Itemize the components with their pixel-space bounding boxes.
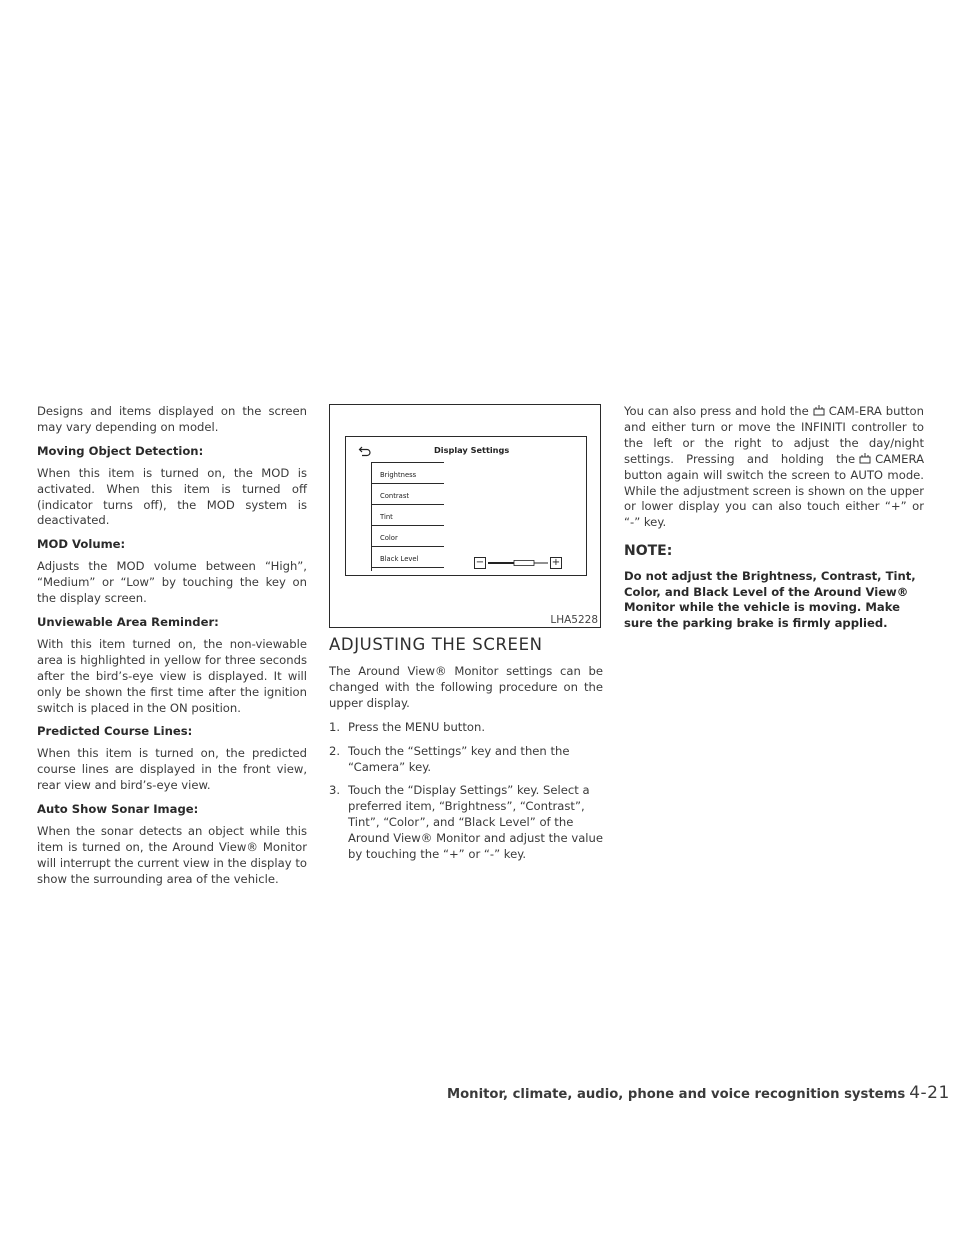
camera-button-text: You can also press and hold the CAM-ERA button and either turn or move the INFINITI controller to the left or the right to adjust the day/night settings. Pressing and holding the CAMERA button again will switch the screen to AUTO mode. While the adjustment screen is shown on the upper or lower display you can also touch either “+” or “-” key. — [624, 404, 925, 530]
sonar-text: When the sonar detects an object while this item is turned on, the Around View® Monitor will interrupt the current view in the display to show the surrounding area of the vehicle. — [37, 823, 307, 886]
intro-text: Designs and items displayed on the screen may vary depending on model. — [37, 404, 307, 434]
back-arrow-icon — [358, 445, 372, 457]
unviewable-text: With this item turned on, the non-viewable area is highlighted in yellow for three seconds after the bird’s-eye view is displayed. It will only be shown the first time after the ignition switch is placed in the ON position. — [37, 636, 307, 715]
procedure-steps — [329, 720, 603, 863]
left-column — [37, 404, 307, 896]
minus-key: − — [475, 557, 485, 568]
step-item: 1. Press the MENU button. — [329, 719, 486, 734]
procedure-intro: The Around View® Monitor settings can be changed with the following procedure on the upper display. — [329, 664, 603, 710]
menu-item-color: Color — [372, 526, 444, 547]
menu-item-brightness: Brightness — [372, 463, 444, 484]
mod-heading: Moving Object Detection: — [37, 443, 204, 458]
slider-track — [488, 559, 548, 567]
step-item: 3. Touch the “Display Settings” key. Select a preferred item, “Brightness”, “Contrast”, Tint”, “Color”, and “Black Level” of the Around View® Monitor and adjust the value by touching the “+” or “-” key. — [329, 783, 604, 862]
figure-label: LHA5228 — [550, 614, 598, 626]
mod-volume-text: Adjusts the MOD volume between “High”, “Medium” or “Low” by touching the key on the display screen. — [37, 559, 307, 606]
footer-chapter-title: Monitor, climate, audio, phone and voice recognition systems — [447, 1087, 906, 1102]
camera-icon — [858, 452, 872, 464]
unviewable-heading: Unviewable Area Reminder: — [37, 614, 219, 629]
screen-illustration — [345, 436, 587, 576]
menu-item-contrast: Contrast — [372, 484, 444, 505]
settings-menu — [371, 462, 444, 571]
course-lines-text: When this item is turned on, the predicted course lines are displayed in the front view, rear view and bird’s-eye view. — [37, 746, 307, 793]
middle-column — [329, 404, 603, 871]
level-slider — [474, 557, 562, 570]
menu-item-tint: Tint — [372, 505, 444, 526]
note-text: Do not adjust the Brightness, Contrast, Tint, Color, and Black Level of the Around View® Monitor while the vehicle is moving. Make sure the parking brake is firmly applied. — [624, 569, 916, 630]
mod-text: When this item is turned on, the MOD is activated. When this item is turned off (indicator turns off), the MOD system is deactivated. — [37, 465, 307, 528]
step-item: 2. Touch the “Settings” key and then the “Camera” key. — [329, 743, 570, 774]
camera-icon — [812, 404, 826, 416]
page-footer — [447, 1083, 950, 1103]
slider-fill — [488, 562, 514, 564]
course-lines-heading: Predicted Course Lines: — [37, 724, 193, 739]
menu-item-black-level: Black Level — [372, 547, 444, 568]
plus-key: + — [551, 557, 561, 568]
screen-title: Display Settings — [434, 445, 510, 455]
slider-knob — [514, 561, 534, 566]
page-number: 4-21 — [909, 1083, 950, 1103]
note-heading: NOTE: — [624, 543, 673, 560]
sonar-heading: Auto Show Sonar Image: — [37, 802, 199, 817]
right-column — [624, 404, 924, 639]
mod-volume-heading: MOD Volume: — [37, 537, 126, 552]
section-heading: ADJUSTING THE SCREEN — [329, 635, 543, 654]
display-settings-figure — [329, 404, 601, 628]
